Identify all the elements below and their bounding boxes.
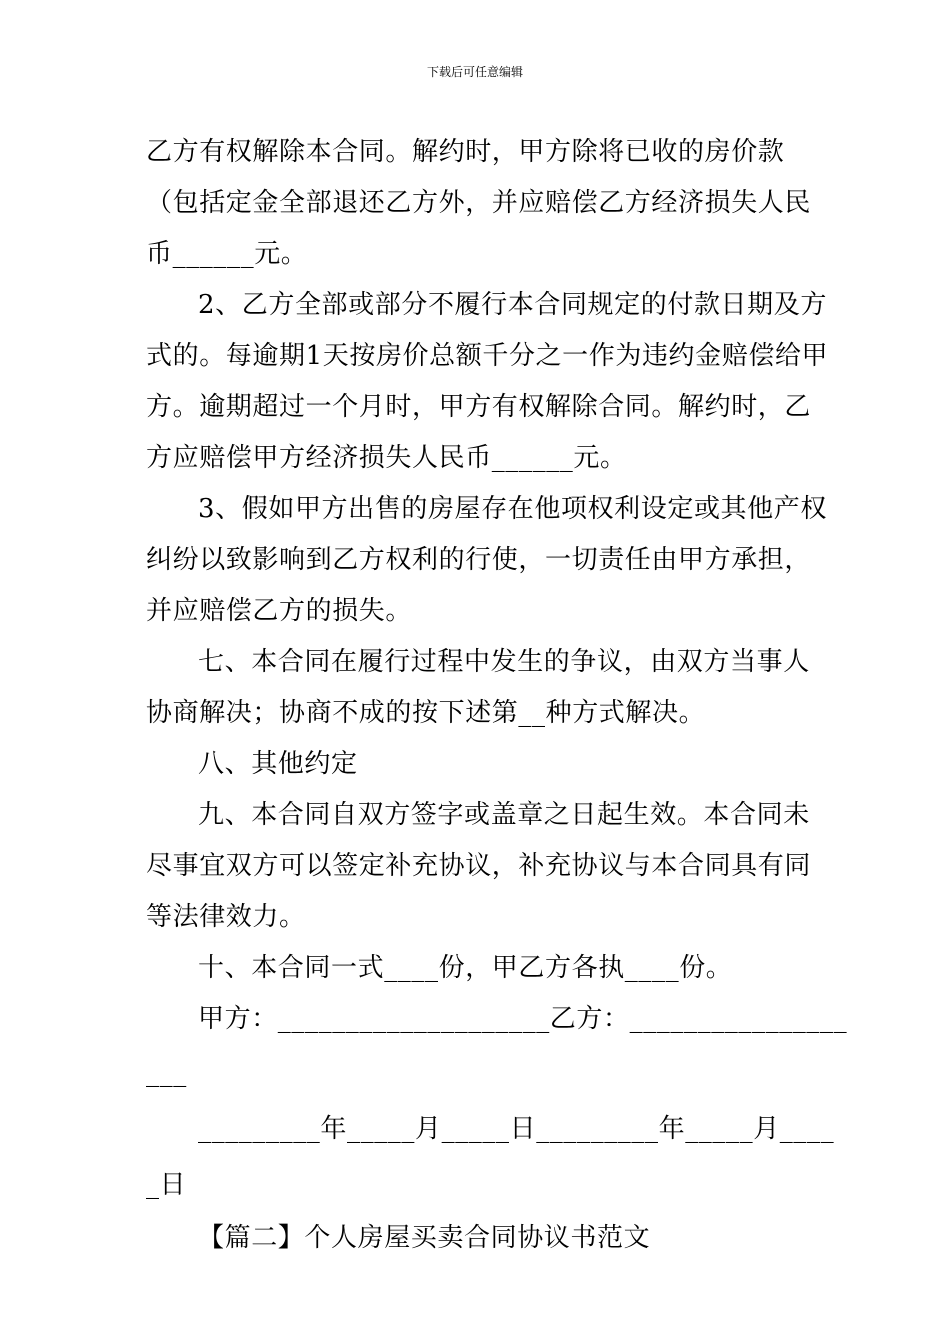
paragraph-start: 3、假如甲方出售的房屋存在他项权利设定或其他产权 <box>198 494 827 524</box>
text-line: ___ <box>146 1058 187 1088</box>
text-line: 等法律效力。 <box>146 902 306 932</box>
signature-line-parties: 甲方：____________________乙方：________________ <box>198 1004 848 1034</box>
text-line: 方。逾期超过一个月时，甲方有权解除合同。解约时，乙 <box>146 392 812 422</box>
paragraph-start: 八、其他约定 <box>198 749 358 779</box>
paragraph-start: 九、本合同自双方签字或盖章之日起生效。本合同未 <box>198 800 810 830</box>
paragraph-start: 七、本合同在履行过程中发生的争议，由双方当事人 <box>198 647 810 677</box>
text-line: 式的。每逾期1天按房价总额千分之一作为违约金赔偿给甲 <box>146 341 829 371</box>
signature-line-dates: _________年_____月_____日_________年_____月____ <box>198 1114 835 1144</box>
text-line: 尽事宜双方可以签定补充协议，补充协议与本合同具有同 <box>146 851 812 881</box>
text-line: _日 <box>146 1170 187 1200</box>
text-line: 乙方有权解除本合同。解约时，甲方除将已收的房价款 <box>146 137 785 167</box>
text-line: 并应赔偿乙方的损失。 <box>146 596 413 626</box>
text-line: 方应赔偿甲方经济损失人民币______元。 <box>146 443 627 473</box>
paragraph-start: 十、本合同一式____份，甲乙方各执____份。 <box>198 953 733 983</box>
document-body <box>146 127 848 1264</box>
text-line: 纠纷以致影响到乙方权利的行使，一切责任由甲方承担， <box>146 545 812 575</box>
page-header: 下载后可任意编辑 <box>426 65 523 79</box>
paragraph-start: 2、乙方全部或部分不履行本合同规定的付款日期及方 <box>198 290 827 320</box>
text-line: 币______元。 <box>146 239 308 269</box>
text-line: 协商解决；协商不成的按下述第__种方式解决。 <box>146 698 706 728</box>
text-line: （包括定金全部退还乙方外，并应赔偿乙方经济损失人民 <box>146 188 812 218</box>
section-heading: 【篇二】个人房屋买卖合同协议书范文 <box>198 1223 651 1253</box>
